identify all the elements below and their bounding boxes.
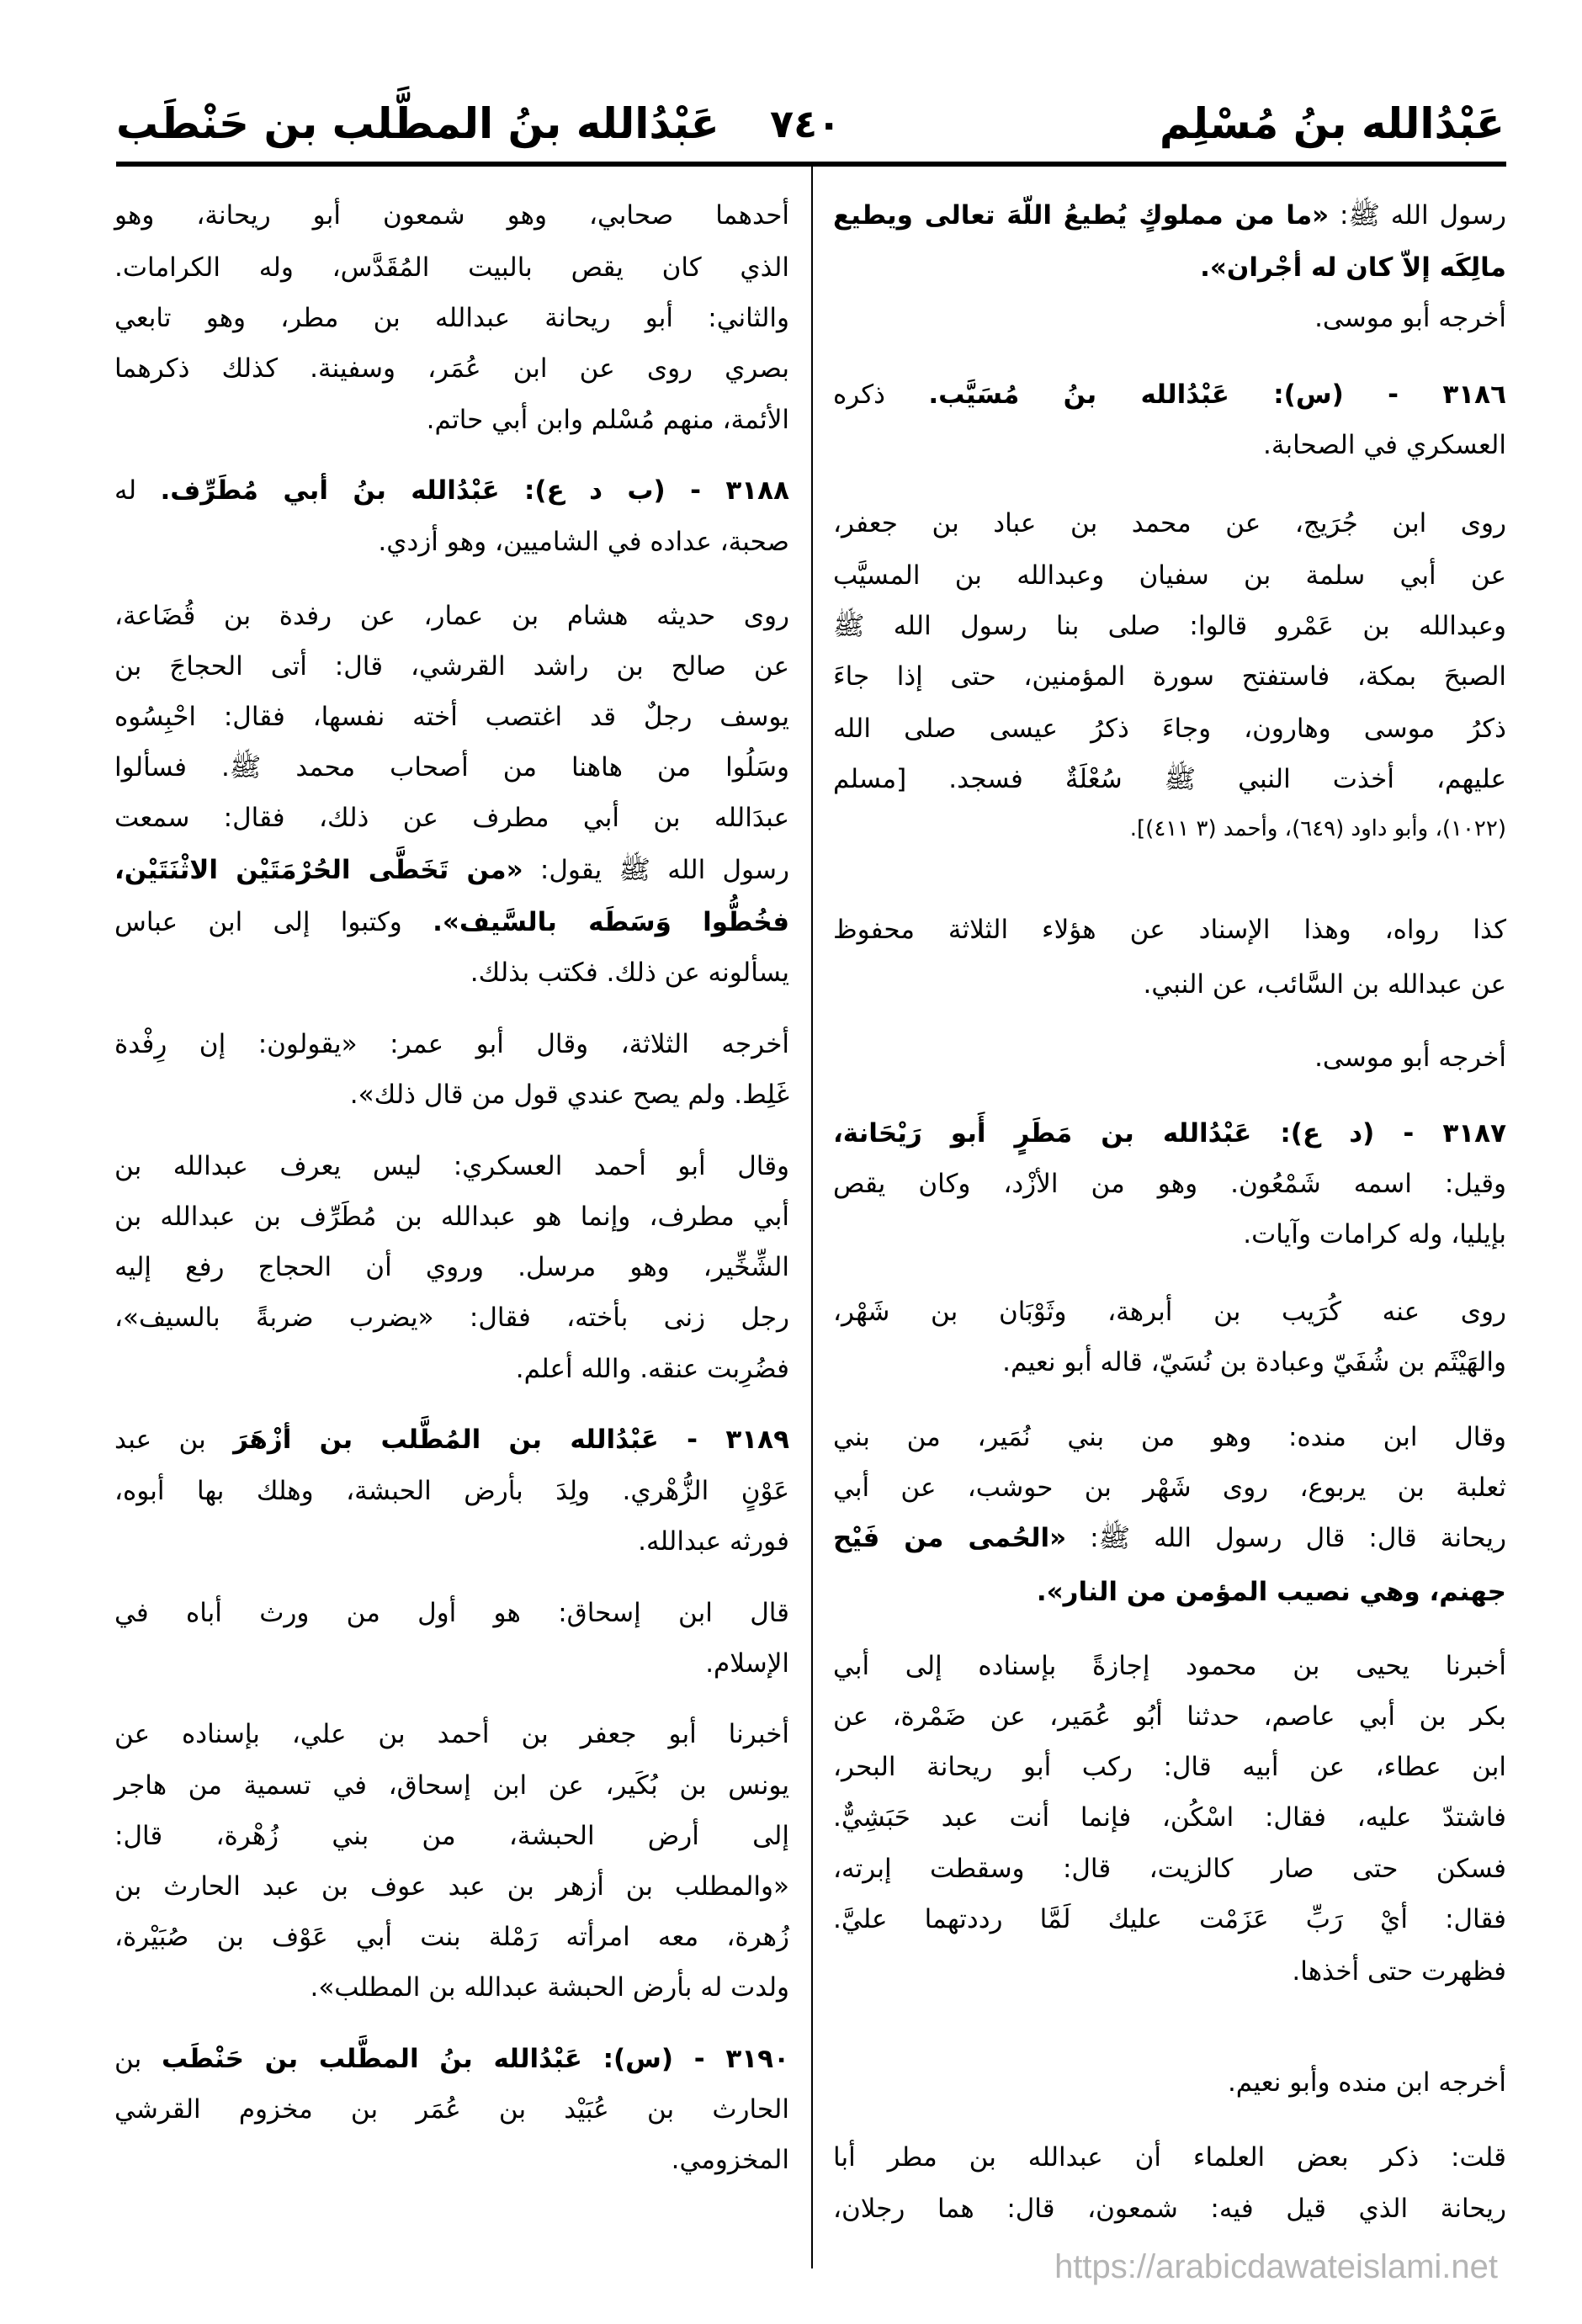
text-line [833,1108,1506,1159]
page-number: ٧٤٠ [770,101,841,146]
body-text: عبدَالله بن أبي مطرف عن ذلك، فقال: سمعت [114,803,789,834]
body-text: وعبدالله بن عَمْرو قالوا: صلى بنا رسول الله ﷺ [833,611,1506,642]
body-text: أخرجه أبو موسى. [1314,1043,1506,1074]
text-line [833,1032,1506,1083]
body-text: ذكره [833,379,929,410]
text-line [833,703,1506,754]
text-line [114,1638,789,1689]
body-text: ثعلبة بن يربوع، روى شَهْر بن حوشب، عن أبي [833,1472,1506,1503]
text-line [114,897,789,947]
body-text: كذا رواه، وهذا الإسناد عن هؤلاء الثلاثة محفوظ [833,915,1506,945]
text-line [833,905,1506,955]
body-text: يونس بن بُكَير، عن ابن إسحاق، في تسمية من هاجر [114,1770,789,1801]
text-line [833,754,1506,804]
text-line [114,1069,789,1120]
body-text: صحبة، عداده في الشاميين، وهو أزدي. [378,526,789,557]
text-line [114,641,789,692]
body-text: له [114,475,161,507]
text-line [833,1337,1506,1388]
text-line [114,1811,789,1861]
body-text: أبي مطرف، وإنما هو عبدالله بن مُطَرِّف بن عبدالله بن [114,1202,789,1233]
body-text: وسَلُوا من هاهنا من أصحاب محمد ﷺ. فسألوا [114,752,789,783]
body-text: روى ابن جُرَيج، عن محمد بن عباد بن جعفر، [833,508,1506,539]
text-line [114,1760,789,1811]
text-line [114,793,789,843]
body-text: بن عبد [114,1425,234,1456]
bold-text: ٣١٩٠ - (س): عَبْدُالله بنُ المطَّلب بن حَنْطَب [161,2043,789,2074]
text-line [114,343,789,394]
text-line [114,591,789,641]
body-text: وقيل: اسمه شَمْعُون. وهو من الأزْد، وكان يقص [833,1169,1506,1200]
body-text: عن أبي سلمة بن سفيان وعبدالله بن المسيَّب [833,560,1506,592]
body-text: إلى أرض الحبشة، من بني زُهْرة، قال: [114,1820,789,1851]
bold-text: «ما من مملوكٍ يُطيعُ اللّهَ تعالى ويطيع [833,200,1330,231]
text-line [833,190,1506,241]
text-line [114,2034,789,2084]
watermark-url: https://arabicdawateislami.net [1054,2248,1498,2285]
body-text: يسألونه عن ذلك. فكتب بذلك. [470,958,789,989]
body-text: يوسف رجلٌ قد اغتصب أخته نفسها، فقال: احْبِسُوه [114,702,789,733]
body-text: فضُرِبت عنقه. والله أعلم. [515,1353,789,1384]
bold-text: جهنم، وهي نصيب المؤمن من النار». [1036,1576,1506,1607]
body-text: بإيليا، وله كرامات وآيات. [1243,1219,1506,1250]
body-text: أخبرنا أبو جعفر بن أحمد بن علي، بإسناده عن [114,1719,789,1750]
body-text: بصري روى عن ابن عُمَر، وسفينة. كذلك ذكرهما [114,353,789,385]
body-text: عن صالح بن راشد القرشي، قال: أتى الحجاجَ بن [114,651,789,682]
body-text: الأئمة، منهم مُسْلم وابن أبي حاتم. [426,404,789,435]
text-line [833,601,1506,651]
body-text: وكتبوا إلى ابن عباس [114,907,433,938]
body-text: عن عبدالله بن السَّائب، عن النبي. [1143,969,1506,1000]
body-text: فورثه عبدالله. [638,1525,789,1557]
body-text: الذي كان يقص بالبيت المُقَدَّس، وله الكرامات. [114,252,789,284]
text-line [114,1962,789,2013]
text-line [114,1019,789,1069]
bold-text: «من تَخَطَّى الحُرْمَتَيْن الاثْنَتَيْن، [114,855,523,886]
body-text: العسكري في الصحابة. [1262,429,1506,460]
text-line [114,1516,789,1567]
right-column [833,0,1506,2324]
text-line [114,1242,789,1292]
text-line [114,1466,789,1516]
running-head-right: عَبْدُالله بنُ مُسْلِم [1159,99,1505,148]
text-line [114,2135,789,2185]
text-line [114,465,789,516]
body-text: رسول الله ﷺ: [1329,200,1506,231]
text-line [833,959,1506,1010]
text-line [833,2057,1506,2108]
body-text: أخرجه أبو موسى. [1314,303,1506,334]
text-line [114,1141,789,1191]
body-text: غَلِط. ولم يصح عندي قول من قال ذلك». [349,1080,789,1111]
body-text: قلت: ذكر بعض العلماء أن عبدالله بن مطر أبا [833,2141,1506,2173]
text-line [833,2183,1506,2234]
text-line [833,1946,1506,1997]
text-line [833,1894,1506,1945]
column-divider [811,165,813,2268]
text-line [114,1709,789,1759]
left-column [114,0,789,2324]
body-text: عليهم، أخذت النبي ﷺ سُعْلَةٌ فسجد. [مسلم [833,764,1506,795]
bold-text: ٣١٨٩ - عَبْدُالله بن المُطَّلب بن أزْهَرَ [233,1425,789,1456]
text-line [114,1414,789,1465]
text-line [833,420,1506,470]
body-text: بكر بن أبي عاصم، حدثنا أبُو عُمَير، عن ضَمْرة، عن [833,1701,1506,1732]
body-text: أخرجه الثلاثة، وقال أبو عمر: «يقولون: إن رِفْدة [114,1029,789,1060]
body-text: الشِّخِّير، وهو مرسل. وروي أن الحجاج رفع إليه [114,1252,789,1283]
body-text: أخبرنا يحيى بن محمود إجازةً بإسناده إلى أبي [833,1651,1506,1682]
text-line [833,1641,1506,1691]
bold-text: فخُطُّوا وَسَطَه بالسَّيف». [433,907,790,938]
body-text: فقال: أيْ رَبِّ عَزَمْت عليك لَمَّا رددتهما عليَّ. [833,1903,1506,1934]
body-text: (١٠٢٢)، وأبو داود (٦٤٩)، وأحمد (٣ ٤١١)]. [1129,815,1506,841]
text-line [114,692,789,742]
text-line [114,242,789,293]
text-line [114,1191,789,1242]
text-line [114,742,789,793]
body-text: أحدهما صحابي، وهو شمعون أبو ريحانة، وهو [114,200,789,231]
body-text: والثاني: أبو ريحانة عبدالله بن مطر، وهو تابعي [114,303,789,334]
text-line [114,1588,789,1638]
bold-text: ٣١٨٨ - (ب د ع): عَبْدُالله بنُ أبي مُطَرِّف. [160,475,790,507]
text-line [833,1412,1506,1462]
body-text: المخزومي. [671,2145,789,2176]
body-text: ريحانة الذي قيل فيه: شمعون، قال: هما رجلان، [833,2194,1506,2225]
body-text: فسكن حتى صار كالزيت، قال: وسقطت إبرته، [833,1853,1506,1884]
text-line [833,369,1506,420]
body-text: ولدت له بأرض الحبشة عبدالله بن المطلب». [310,1972,789,2003]
body-text: بن [114,2043,162,2074]
body-text: رسول الله ﷺ يقول: [523,855,789,886]
text-line [833,242,1506,293]
text-line [833,1691,1506,1742]
body-text: وقال ابن منده: وهو من بني نُمَير، من بني [833,1421,1506,1452]
body-text: أخرجه ابن منده وأبو نعيم. [1227,2067,1506,2098]
body-text: والهَيْثَم بن شُفَيّ وعبادة بن نُسَيّ، قاله أبو نعيم. [1002,1347,1506,1378]
text-line [114,2084,789,2135]
text-line [114,395,789,445]
text-line [114,293,789,343]
body-text: روى حديثه هشام بن عمار، عن رفدة بن قُضَاعة، [114,600,789,631]
body-text: وقال أبو أحمد العسكري: ليس يعرف عبدالله بن [114,1151,789,1182]
text-line [833,1462,1506,1513]
text-line [833,1742,1506,1792]
body-text: فظهرت حتى أخذها. [1292,1955,1506,1987]
body-text: «والمطلب بن أزهر بن عبد عوف بن عبد الحارث بن [114,1870,789,1902]
text-line [833,550,1506,601]
text-line [833,1567,1506,1617]
body-text: زُهرة، معه امرأته رَمْلة بنت أبي عَوْف بن صُبَيْرة، [114,1921,789,1952]
body-text: عَوْنٍ الزُّهْري. ولِدَ بأرض الحبشة، وهلك بها أبوه، [114,1475,789,1506]
text-line [833,498,1506,549]
body-text: رجل زنى بأخته، فقال: «يضرب ضربةً بالسيف»، [114,1303,789,1334]
text-line [114,1344,789,1394]
text-line [833,651,1506,702]
bold-text: ٣١٨٦ - (س): عَبْدُالله بنُ مُسَيَّب. [928,379,1507,410]
bold-text: مالِكَه إلاّ كان له أجْران». [1200,252,1506,284]
body-text: فاشتدّ عليه، فقال: اسْكُن، فإنما أنت عبد حَبَشِيٌّ. [833,1802,1506,1833]
text-line [114,1292,789,1343]
text-line [833,1159,1506,1209]
text-line [833,293,1506,343]
body-text: ابن عطاء، عن أبيه قال: ركب أبو ريحانة البحر، [833,1752,1506,1783]
text-line [114,190,789,241]
text-line [833,2132,1506,2183]
text-line [833,1792,1506,1843]
body-text: الإسلام. [705,1647,789,1679]
text-line [114,517,789,567]
text-line [833,1513,1506,1563]
body-text: ريحانة قال: قال رسول الله ﷺ: [1066,1523,1507,1554]
body-text: الصبحَ بمكة، فاستفتح سورة المؤمنين، حتى إذا جاءَ [833,661,1506,692]
running-head-left: عَبْدُالله بنُ المطَّلب بن حَنْطَب [116,99,719,148]
text-line [114,947,789,998]
body-text: ذكرُ موسى وهارون، وجاءَ ذكرُ عيسى صلى الله [833,714,1506,745]
text-line [833,1209,1506,1260]
bold-text: ٣١٨٧ - (د ع): عَبْدُالله بن مَطَرٍ أَبو رَيْحَانة، [833,1118,1506,1149]
text-line [833,804,1506,854]
text-line [114,1861,789,1912]
body-text: روى عنه كُرَيب بن أبرهة، وثَوْبَان بن شَهْر، [833,1297,1506,1328]
text-line [833,1844,1506,1894]
text-line [114,1912,789,1962]
text-line [833,1287,1506,1337]
body-text: قال ابن إسحاق: هو أول من ورث أباه في [114,1597,789,1628]
bold-text: «الحُمى من فَيْح [833,1523,1067,1554]
text-line [114,845,789,895]
body-text: الحارث بن عُبَيْد بن عُمَر بن مخزوم القرشي [114,2094,789,2125]
